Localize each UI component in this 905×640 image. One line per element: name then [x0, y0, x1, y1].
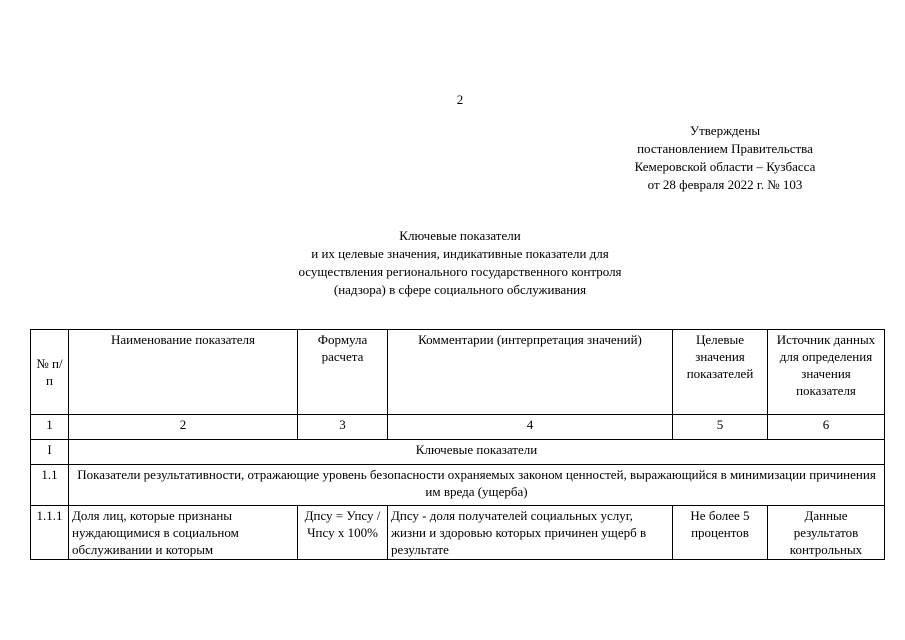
header-source: Источник данных для определения значения показателя [768, 330, 885, 415]
subsection-row [31, 465, 885, 506]
column-number: 3 [298, 415, 388, 440]
table-row [31, 506, 885, 560]
column-number: 1 [31, 415, 69, 440]
approval-line: постановлением Правительства [637, 141, 813, 156]
indicators-table [30, 329, 885, 560]
section-row [31, 440, 885, 465]
column-number: 6 [768, 415, 885, 440]
table-header-row [31, 330, 885, 415]
header-formula: Формула расчета [298, 330, 388, 415]
row-num: 1.1.1 [31, 506, 69, 560]
column-number: 2 [69, 415, 298, 440]
title-line: Ключевые показатели [399, 228, 521, 243]
subsection-label: Показатели результативности, отражающие уровень безопасности охраняемых законом ценностей, выражающийся в минимизации причинения им вреда (ущерба) [69, 465, 885, 506]
approval-line: от 28 февраля 2022 г. № 103 [647, 177, 803, 192]
section-num: I [31, 440, 69, 465]
document-title [230, 227, 690, 299]
title-line: (надзора) в сфере социального обслуживания [333, 282, 587, 297]
row-targets: Не более 5 процентов [673, 506, 768, 560]
title-line: осуществления регионального государственного контроля [298, 264, 622, 279]
column-number: 4 [388, 415, 673, 440]
page-number: 2 [456, 92, 464, 107]
title-line: и их целевые значения, индикативные показатели для [311, 246, 609, 261]
subsection-num: 1.1 [31, 465, 69, 506]
row-name: Доля лиц, которые признаны нуждающимися в социальном обслуживании и которым [69, 506, 298, 560]
row-comments: Дпсу - доля получателей социальных услуг, жизни и здоровью которых причинен ущерб в результате [388, 506, 673, 560]
page-bottom-margin [0, 586, 905, 640]
section-label: Ключевые показатели [69, 440, 885, 465]
header-targets: Целевые значения показателей [673, 330, 768, 415]
approval-line: Утверждены [689, 123, 761, 138]
column-number: 5 [673, 415, 768, 440]
column-number-row [31, 415, 885, 440]
approval-line: Кемеровской области – Кузбасса [634, 159, 816, 174]
header-comments: Комментарии (интерпретация значений) [388, 330, 673, 415]
row-source: Данные результатов контрольных [768, 506, 885, 560]
approval-stamp [610, 122, 840, 194]
header-num: № п/п [31, 330, 69, 415]
header-name: Наименование показателя [69, 330, 298, 415]
row-formula: Дпсу = Упсу / Чпсу х 100% [298, 506, 388, 560]
